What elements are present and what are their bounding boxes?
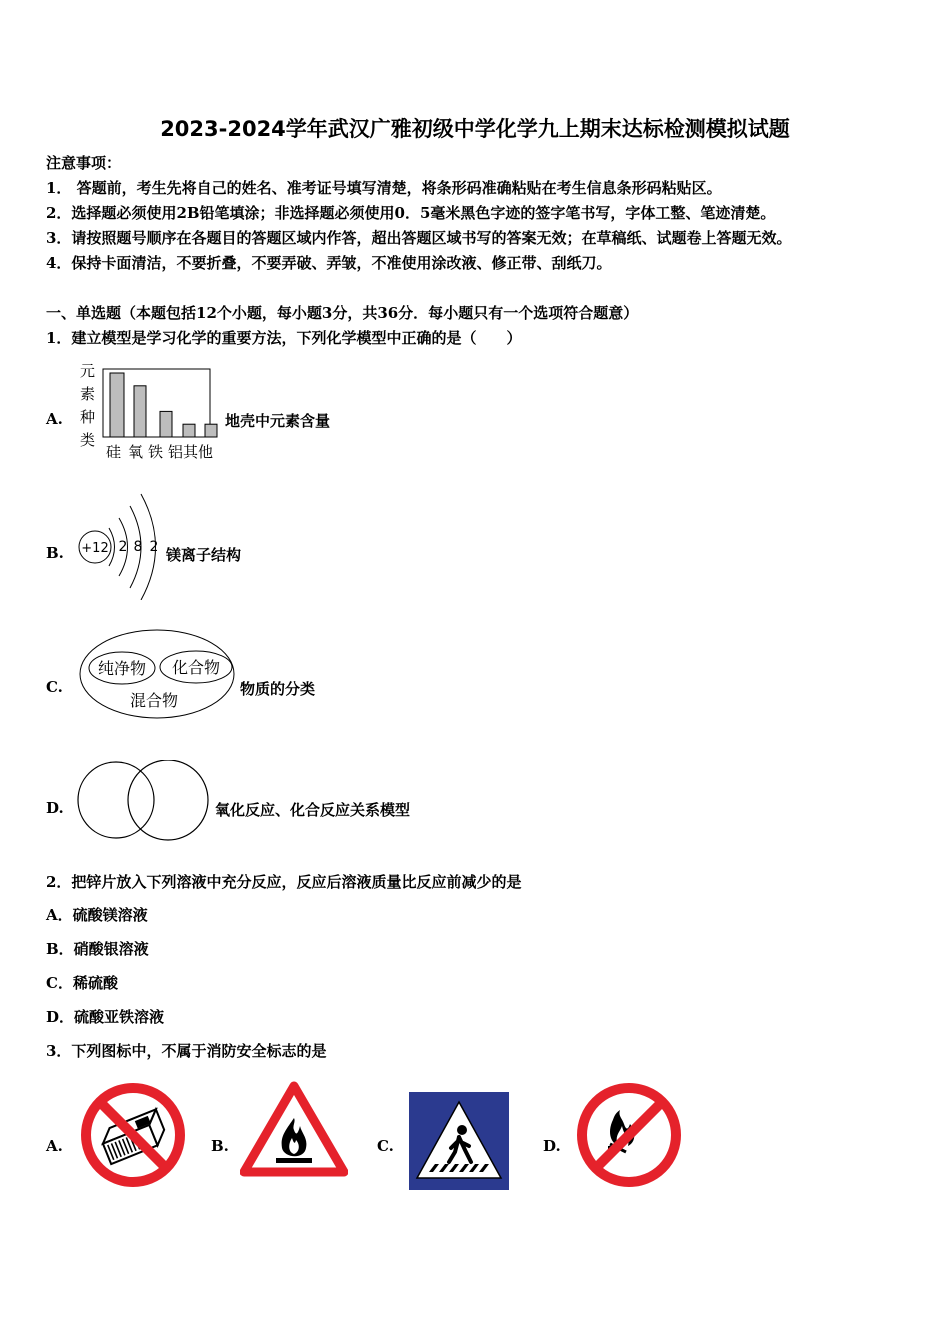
reaction-venn-diagram [76, 760, 212, 842]
notice-item: 2．选择题必须使用2B铅笔填涂；非选择题必须使用0．5毫米黑色字迹的签字笔书写，字体工整、笔迹清楚。 [46, 204, 776, 222]
question-2-stem: 2．把锌片放入下列溶液中充分反应，反应后溶液质量比反应前减少的是 [46, 873, 522, 891]
q1-option-d-desc: 氧化反应、化合反应关系模型 [215, 801, 411, 819]
shell-3-electrons: 2 [149, 539, 159, 555]
chart-ylabel-char: 类 [80, 431, 96, 449]
chart-ylabel-char: 种 [80, 408, 96, 426]
q3-option-b-label: B. [211, 1137, 229, 1155]
q3-option-d-label: D. [543, 1137, 561, 1155]
pedestrian-crossing-sign-icon [409, 1092, 509, 1190]
section-heading: 一、单选题（本题包括12个小题，每小题3分，共36分．每小题只有一个选项符合题意） [46, 304, 639, 322]
q2-option-d: D．硫酸亚铁溶液 [46, 1008, 165, 1026]
q1-option-c-desc: 物质的分类 [240, 680, 316, 698]
chart-bar [110, 373, 124, 437]
q2-option-a: A．硫酸镁溶液 [46, 906, 148, 924]
notice-heading: 注意事项： [46, 154, 122, 172]
question-3-stem: 3．下列图标中，不属于消防安全标志的是 [46, 1042, 327, 1060]
notice-item: 1． 答题前，考生先将自己的姓名、准考证号填写清楚，将条形码准确粘贴在考生信息条形码粘贴区。 [46, 179, 722, 197]
compound-label: 化合物 [171, 658, 221, 677]
pure-substance-label: 纯净物 [97, 659, 147, 678]
substance-classification-diagram [78, 628, 238, 720]
chart-bar [205, 424, 217, 437]
chart-bar [183, 424, 195, 437]
q2-option-b: B．硝酸银溶液 [46, 940, 149, 958]
nucleus-charge: +12 [81, 541, 109, 556]
notice-item: 4．保持卡面清洁，不要折叠，不要弄破、弄皱，不准使用涂改液、修正带、刮纸刀。 [46, 254, 612, 272]
no-matches-sign-icon [78, 1080, 188, 1190]
shell-2-electrons: 8 [133, 539, 143, 555]
no-fire-sign-icon [574, 1080, 684, 1190]
chart-bar [160, 411, 172, 437]
chart-category-label: 其他 [183, 443, 214, 461]
q3-option-c-label: C. [377, 1137, 394, 1155]
chart-category-label: 铝 [168, 443, 184, 461]
mixture-label: 混合物 [129, 691, 179, 710]
chart-ylabel-char: 元 [80, 362, 96, 380]
chart-category-label: 硅 [106, 443, 122, 461]
flammable-warning-sign-icon [240, 1080, 348, 1178]
q1-option-d-label: D. [46, 799, 64, 817]
q1-option-b-label: B. [46, 544, 64, 562]
q1-element-content-chart [78, 360, 223, 462]
q3-option-a-label: A. [46, 1137, 63, 1155]
chart-category-label: 铁 [148, 443, 164, 461]
q1-option-a-desc: 地壳中元素含量 [225, 412, 331, 430]
q1-option-a-label: A. [46, 410, 63, 428]
shell-1-electrons: 2 [118, 539, 128, 555]
q2-option-c: C．稀硫酸 [46, 974, 118, 992]
chart-category-label: 氧 [128, 443, 144, 461]
page-title: 2023-2024学年武汉广雅初级中学化学九上期末达标检测模拟试题 [160, 117, 790, 141]
chart-ylabel-char: 素 [80, 385, 96, 403]
q1-option-c-label: C. [46, 678, 63, 696]
notice-item: 3．请按照题号顺序在各题目的答题区域内作答，超出答题区域书写的答案无效；在草稿纸、试题卷上答题无效。 [46, 229, 792, 247]
q1-option-b-desc: 镁离子结构 [166, 546, 242, 564]
magnesium-ion-diagram [76, 488, 166, 600]
question-1-stem: 1．建立模型是学习化学的重要方法，下列化学模型中正确的是（ ） [46, 329, 522, 347]
chart-bar [134, 386, 146, 437]
